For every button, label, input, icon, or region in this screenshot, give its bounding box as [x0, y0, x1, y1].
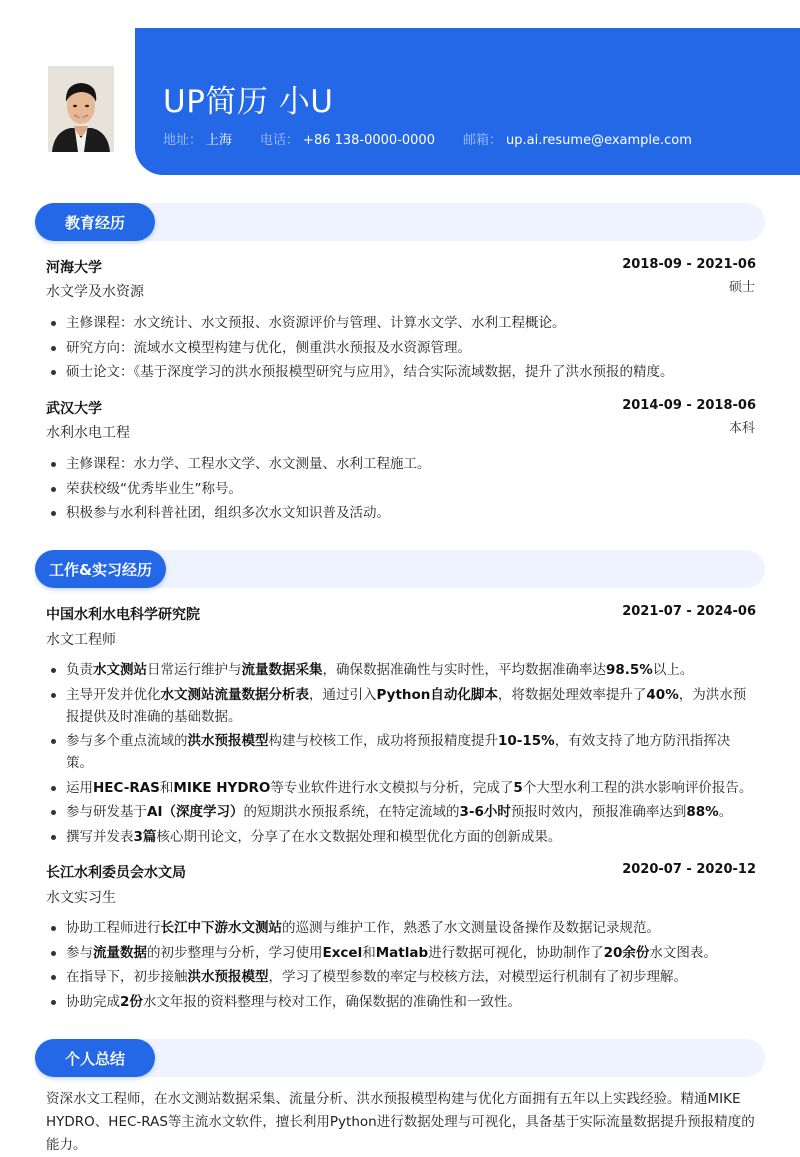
- contact-info: [163, 129, 720, 148]
- list-item: [46, 730, 756, 774]
- text-run: ，学习了模型参数的率定与校核方法，对模型运行机制有了初步理解。: [268, 969, 687, 985]
- email-value: up.ai.resume@example.com: [506, 133, 692, 148]
- text-run: 和: [159, 779, 174, 796]
- list-item: [46, 777, 756, 799]
- list-item: [46, 966, 756, 988]
- text-run: 的初步整理与分析，学习使用: [147, 944, 323, 961]
- highlight-text: Python自动化脚本: [376, 686, 498, 703]
- highlight-text: 88%: [686, 804, 719, 820]
- work-position: 水文工程师: [46, 632, 116, 648]
- highlight-text: 洪水预报模型: [187, 969, 269, 985]
- highlight-text: 40%: [646, 686, 679, 703]
- education-entry-1-header: [46, 257, 756, 277]
- education-school: 河海大学: [46, 260, 102, 276]
- highlight-text: 3-6小时: [459, 804, 511, 820]
- work-position: 水文实习生: [46, 890, 116, 906]
- work-entry-2-bullets: [46, 917, 756, 1015]
- work-company: 长江水利委员会水文局: [46, 865, 186, 881]
- education-degree: 硕士: [728, 280, 755, 295]
- work-entry-1-bullets: [46, 659, 756, 850]
- education-entry-2-header: [46, 398, 756, 418]
- highlight-text: 流量数据: [93, 944, 147, 961]
- list-item: 积极参与水利科普社团，组织多次水文知识普及活动。: [46, 502, 756, 524]
- list-item: 荣获校级“优秀毕业生”称号。: [46, 478, 756, 500]
- summary-section-bar: [35, 1039, 765, 1077]
- education-section-title: 教育经历: [35, 203, 155, 241]
- text-run: 等专业软件进行水文模拟与分析，完成了: [270, 779, 514, 796]
- text-run: ，有效支持了地方防汛指挥决策。: [66, 733, 731, 771]
- text-run: 和: [362, 944, 376, 961]
- highlight-text: 5: [513, 779, 523, 796]
- list-item: [46, 942, 756, 964]
- text-run: 。: [718, 804, 733, 820]
- list-item: [46, 684, 756, 728]
- list-item: 硕士论文：《基于深度学习的洪水预报模型研究与应用》，结合实际流域数据，提升了洪水预报的精度。: [46, 361, 756, 383]
- text-run: 的短期洪水预报系统，在特定流域的: [243, 804, 460, 820]
- resume-name: UP简历 小U: [163, 84, 334, 120]
- summary-text: 资深水文工程师，在水文测站数据采集、流量分析、洪水预报模型构建与优化方面拥有五年以上实践经验。精通MIKE HYDRO、HEC-RAS等主流水文软件，擅长利用Python进行数据处理与可视化，具备基于实际流量数据提升预报精度的能力。: [46, 1091, 755, 1153]
- list-item: 主修课程：水文统计、水文预报、水资源评价与管理、计算水文学、水利工程概论。: [46, 312, 756, 334]
- contact-address: [163, 129, 232, 148]
- list-item: [46, 917, 756, 939]
- education-major: 水利水电工程: [46, 425, 130, 441]
- list-item: 主修课程：水力学、工程水文学、水文测量、水利工程施工。: [46, 453, 756, 475]
- education-date: 2014-09 - 2018-06: [622, 398, 756, 413]
- text-run: 进行数据可视化，协助制作了: [428, 944, 604, 961]
- education-degree: 本科: [728, 421, 755, 436]
- education-school: 武汉大学: [46, 401, 102, 417]
- address-label: 地址：: [163, 133, 203, 148]
- contact-email: [463, 129, 692, 148]
- email-label: 邮箱：: [462, 133, 502, 148]
- highlight-text: MIKE HYDRO: [173, 779, 271, 796]
- avatar-icon: [48, 66, 114, 152]
- work-section-title: 工作&实习经历: [35, 550, 166, 588]
- text-run: 协助工程师进行: [66, 920, 161, 936]
- phone-value: +86 138-0000-0000: [303, 133, 435, 148]
- work-entry-1-header: [46, 604, 756, 624]
- highlight-text: 水文测站: [93, 662, 147, 678]
- text-run: 运用: [66, 779, 93, 796]
- list-item: [46, 801, 756, 823]
- highlight-text: 长江中下游水文测站: [160, 920, 282, 936]
- highlight-text: HEC-RAS: [93, 779, 160, 796]
- highlight-text: 98.5%: [606, 662, 653, 678]
- highlight-text: 2份: [120, 993, 143, 1010]
- text-run: 以上。: [652, 662, 694, 678]
- text-run: 水文年报的资料整理与校对工作，确保数据的准确性和一致性。: [142, 993, 521, 1010]
- text-run: ，确保数据准确性与实时性，平均数据准确率达: [322, 662, 606, 678]
- text-run: ，将数据处理效率提升了: [497, 686, 647, 703]
- phone-label: 电话：: [260, 133, 300, 148]
- text-run: 撰写并发表: [66, 828, 134, 845]
- text-run: 参与研发基于: [66, 804, 147, 820]
- address-value: 上海: [206, 133, 233, 148]
- text-run: 个大型水利工程的洪水影响评价报告。: [522, 779, 753, 796]
- work-date: 2021-07 - 2024-06: [622, 604, 756, 619]
- list-item: [46, 991, 756, 1013]
- text-run: 构建与校核工作，成功将预报精度提升: [268, 733, 498, 749]
- highlight-text: AI（深度学习）: [147, 804, 244, 820]
- education-entry-1-bullets: [46, 312, 756, 386]
- highlight-text: 3篇: [133, 828, 157, 845]
- text-run: 的巡测与维护工作，熟悉了水文测量设备操作及数据记录规范。: [282, 920, 660, 936]
- highlight-text: 洪水预报模型: [187, 733, 269, 749]
- highlight-text: 10-15%: [498, 733, 555, 749]
- text-run: 日常运行维护与: [147, 662, 242, 678]
- text-run: 预报时效内，预报准确率达到: [510, 804, 687, 820]
- education-major: 水文学及水资源: [46, 284, 144, 300]
- work-company: 中国水利水电科学研究院: [46, 607, 200, 623]
- text-run: 协助完成: [66, 993, 120, 1010]
- text-run: 负责: [66, 662, 93, 678]
- text-run: 水文图表。: [649, 944, 717, 961]
- highlight-text: Matlab: [375, 944, 429, 961]
- contact-phone: [260, 129, 435, 148]
- education-date: 2018-09 - 2021-06: [622, 257, 756, 272]
- work-entry-2-header: [46, 862, 756, 882]
- text-run: 在指导下，初步接触: [66, 969, 188, 985]
- highlight-text: 水文测站流量数据分析表: [160, 686, 309, 703]
- highlight-text: 20余份: [603, 944, 650, 961]
- highlight-text: 流量数据采集: [241, 662, 323, 678]
- text-run: 核心期刊论文，分享了在水文数据处理和模型优化方面的创新成果。: [156, 828, 562, 845]
- list-item: [46, 659, 756, 681]
- highlight-text: Excel: [322, 944, 363, 961]
- text-run: ，为洪水预报提供及时准确的基础数据。: [66, 686, 747, 725]
- text-run: 主导开发并优化: [66, 686, 161, 703]
- list-item: 研究方向：流域水文模型构建与优化，侧重洪水预报及水资源管理。: [46, 337, 756, 359]
- education-section-bar: [35, 203, 765, 241]
- text-run: ，通过引入: [309, 686, 377, 703]
- profile-photo: [48, 66, 114, 152]
- work-date: 2020-07 - 2020-12: [622, 862, 756, 877]
- text-run: 参与多个重点流域的: [66, 733, 188, 749]
- summary-section-title: 个人总结: [35, 1039, 155, 1077]
- work-section-bar: [35, 550, 765, 588]
- text-run: 参与: [66, 944, 93, 961]
- list-item: [46, 826, 756, 848]
- education-entry-2-bullets: [46, 453, 756, 527]
